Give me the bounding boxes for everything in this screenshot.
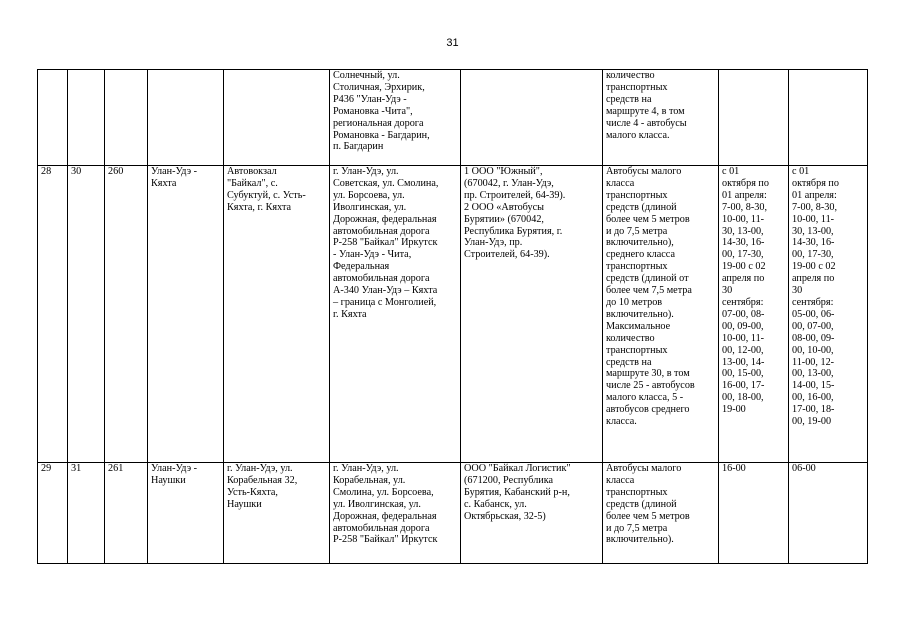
- route-registry-number-cell: 31: [68, 463, 105, 564]
- route-number-cell: 260: [105, 166, 148, 463]
- streets-cell: г. Улан-Удэ, ул. Советская, ул. Смолина, ул. Борсоева, ул. Иволгинская, ул. Дорожная, федеральная автомобильная дорога Р-258 "Байкал" Иркутск - Улан-Удэ - Чита, Федеральная автомобильная дорога А-340 Улан-Удэ – Кяхта – граница с Монголией, г. Кяхта: [330, 166, 461, 463]
- route-table: [37, 69, 868, 564]
- schedule-end-cell: с 01 октября по 01 апреля: 7-00, 8-30, 10-00, 11- 30, 13-00, 14-30, 16- 00, 17-30, 19-00 с 02 апреля по 30 сентября: 05-00, 06- 00, 07-00, 08-00, 09- 00, 10-00, 11-00, 12- 00, 13-00, 14-00, 15- 00, 16-00, 17-00, 18- 00, 19-00: [789, 166, 868, 463]
- page-number: 31: [446, 37, 459, 49]
- route-registry-number-cell: 30: [68, 166, 105, 463]
- table-row: [38, 166, 868, 463]
- streets-cell: г. Улан-Удэ, ул. Корабельная, ул. Смолина, ул. Борсоева, ул. Иволгинская, ул. Дорожная, федеральная автомобильная дорога Р-258 "Байкал" Иркутск: [330, 463, 461, 564]
- carrier-cell: 1 ООО "Южный", (670042, г. Улан-Удэ, пр. Строителей, 64-39). 2 ООО «Автобусы Бурятии» (670042, Республика Бурятия, г. Улан-Удэ, пр. Строителей, 64-39).: [461, 166, 603, 463]
- stops-cell: [224, 70, 330, 166]
- carrier-cell: ООО "Байкал Логистик" (671200, Республика Бурятия, Кабанский р-н, с. Кабанск, ул. Октябрьская, 32-5): [461, 463, 603, 564]
- row-number-cell: 29: [38, 463, 68, 564]
- table-row: [38, 70, 868, 166]
- table-row: [38, 463, 868, 564]
- route-number-cell: [105, 70, 148, 166]
- route-name-cell: [148, 70, 224, 166]
- schedule-end-cell: 06-00: [789, 463, 868, 564]
- schedule-start-cell: 16-00: [719, 463, 789, 564]
- row-number-cell: 28: [38, 166, 68, 463]
- stops-cell: г. Улан-Удэ, ул. Корабельная 32, Усть-Кяхта, Наушки: [224, 463, 330, 564]
- route-number-cell: 261: [105, 463, 148, 564]
- route-name-cell: Улан-Удэ - Наушки: [148, 463, 224, 564]
- carrier-cell: [461, 70, 603, 166]
- schedule-start-cell: [719, 70, 789, 166]
- vehicles-cell: Автобусы малого класса транспортных средств (длиной более чем 5 метров и до 7,5 метра включительно).: [603, 463, 719, 564]
- schedule-end-cell: [789, 70, 868, 166]
- stops-cell: Автовокзал "Байкал", с. Субуктуй, с. Усть- Кяхта, г. Кяхта: [224, 166, 330, 463]
- row-number-cell: [38, 70, 68, 166]
- vehicles-cell: количество транспортных средств на маршруте 4, в том числе 4 - автобусы малого класса.: [603, 70, 719, 166]
- route-registry-number-cell: [68, 70, 105, 166]
- vehicles-cell: Автобусы малого класса транспортных средств (длиной более чем 5 метров и до 7,5 метра включительно), среднего класса транспортных средств (длиной от более чем 7,5 метра до 10 метров включительно). Максимальное количество транспортных средств на маршруте 30, в том числе 25 - автобусов малого класса, 5 - автобусов среднего класса.: [603, 166, 719, 463]
- schedule-start-cell: с 01 октября по 01 апреля: 7-00, 8-30, 10-00, 11- 30, 13-00, 14-30, 16- 00, 17-30, 19-00 с 02 апреля по 30 сентября: 07-00, 08- 00, 09-00, 10-00, 11- 00, 12-00, 13-00, 14- 00, 15-00, 16-00, 17- 00, 18-00, 19-00: [719, 166, 789, 463]
- streets-cell: Солнечный, ул. Столичная, Эрхирик, Р436 "Улан-Удэ - Романовка -Чита", региональная дорога Романовка - Багдарин, п. Багдарин: [330, 70, 461, 166]
- route-name-cell: Улан-Удэ - Кяхта: [148, 166, 224, 463]
